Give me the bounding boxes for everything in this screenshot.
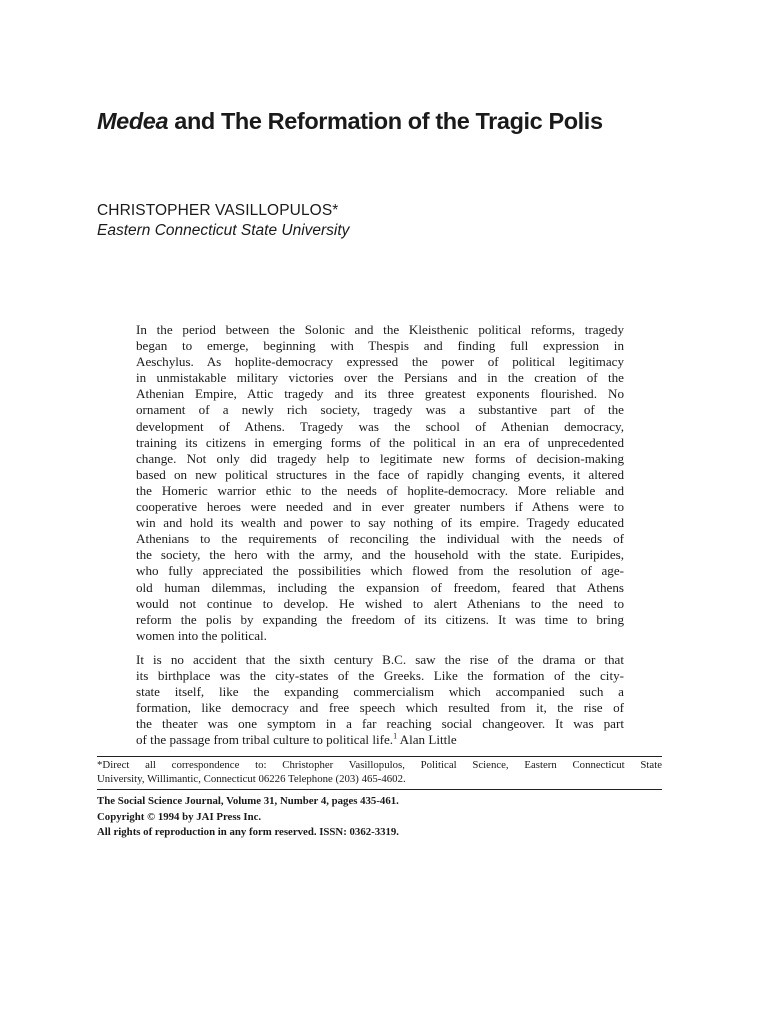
text-line: change. Not only did tragedy help to legitimate new forms of decision-making [136, 450, 624, 466]
text-line: Athenian Empire, Attic tragedy and its three greatest exponents flourished. No [136, 386, 624, 402]
text-line: *Direct all correspondence to: Christopher Vasillopulos, Political Science, Eastern Connecticut State [97, 759, 662, 771]
title-rest: and The Reformation of the Tragic Polis [168, 108, 603, 134]
text-line: in unmistakable military victories over the Persians and in the creation of the [136, 370, 624, 386]
abstract-last-line-tail: Alan Little [397, 732, 457, 748]
text-line: Aeschylus. As hoplite-democracy expressed the power of political legitimacy [136, 354, 624, 370]
footnote-reference-marker: 1 [393, 732, 398, 742]
journal-copyright: Copyright © 1994 by JAI Press Inc. [97, 810, 262, 823]
text-line: It is no accident that the sixth century B.C. saw the rise of the drama or that [136, 652, 624, 667]
journal-citation: The Social Science Journal, Volume 31, Number 4, pages 435-461. [97, 795, 399, 807]
footnote-separator-bottom [97, 789, 662, 790]
author-name: CHRISTOPHER VASILLOPULOS* [97, 202, 339, 219]
journal-info [97, 794, 662, 841]
author-affiliation: Eastern Connecticut State University [97, 222, 350, 239]
text-line: cooperative heroes were needed and in ever greater numbers if Athens were to [136, 499, 624, 515]
journal-rights: All rights of reproduction in any form reserved. ISSN: 0362-3319. [97, 826, 400, 839]
text-line: University, Willimantic, Connecticut 06226 Telephone (203) 465-4602. [97, 773, 406, 786]
abstract-paragraph-1 [136, 322, 624, 644]
text-line: would not continue to develop. He wished to alert Athenians to the need to [136, 595, 624, 611]
text-line: began to emerge, beginning with Thespis and finding full expression in [136, 338, 624, 354]
text-line: win and hold its wealth and power to say nothing of its empire. Tragedy educated [136, 515, 624, 531]
text-line: development of Athens. Tragedy was the school of Athenian democracy, [136, 418, 624, 434]
text-line: training its citizens in emerging forms of the political in an era of unprecedented [136, 434, 624, 450]
text-line: its birthplace was the city-states of the Greeks. Like the formation of the city- [136, 668, 624, 684]
correspondence-footnote [97, 758, 662, 786]
abstract-paragraph-2-last-line [136, 732, 624, 748]
text-line: In the period between the Solonic and the Kleisthenic political reforms, tragedy [136, 322, 624, 337]
text-line: the theater was one symptom in a far reaching social changeover. It was part [136, 716, 624, 732]
text-line: who fully appreciated the possibilities which flowed from the resolution of age- [136, 563, 624, 579]
text-line: the Homeric warrior ethic to the needs of hoplite-democracy. More reliable and [136, 482, 624, 498]
text-line: formation, like democracy and free speech which resulted from it, the rise of [136, 700, 624, 716]
title-italic-part: Medea [97, 108, 169, 134]
abstract-paragraph-2 [136, 652, 624, 749]
text-line: reform the polis by expanding the freedom of its citizens. It was time to bring [136, 611, 624, 627]
footnote-separator-top [97, 756, 662, 757]
text-line: ornament of a newly rich society, tragedy was a substantive part of the [136, 402, 624, 418]
text-line: women into the political. [136, 627, 267, 643]
abstract-last-line-text: of the passage from tribal culture to political life. [136, 732, 394, 748]
text-line: the society, the hero with the army, and the household with the state. Euripides, [136, 547, 624, 563]
text-line: state itself, like the expanding commercialism which accompanied such a [136, 684, 624, 700]
abstract-paragraph-2-lines [136, 652, 624, 732]
article-title [97, 107, 737, 135]
text-line: based on new political structures in the face of rapidly changing events, it altered [136, 466, 624, 482]
text-line: Athenians to the requirements of reconciling the individual with the needs of [136, 531, 624, 547]
text-line: old human dilemmas, including the expansion of freedom, feared that Athens [136, 579, 624, 595]
